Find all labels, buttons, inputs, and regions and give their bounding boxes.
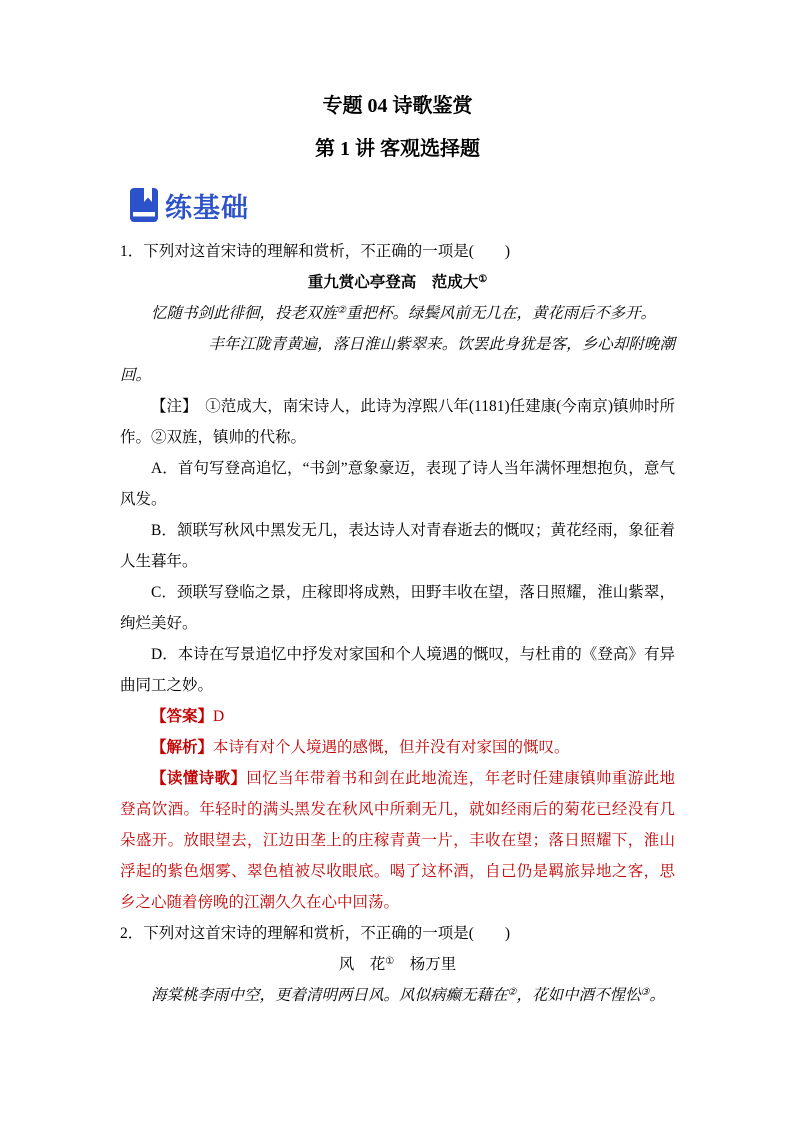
book-icon: [130, 187, 158, 223]
question-1-analysis-line: [120, 732, 675, 763]
poem-1-line-1: 忆随书剑此徘徊，投老双旌②重把杯。绿鬓风前无几在，黄花雨后不多开。: [151, 305, 656, 322]
doc-subtitle: 第 1 讲 客观选择题: [315, 138, 480, 160]
reading-text: 回忆当年带着书和剑在此地流连，年老时任建康镇帅重游此地登高饮酒。年轻时的满头黑发在秋风中所剩无几，就如经雨后的菊花已经没有几朵盛开。放眼望去，江边田垄上的庄稼青黄一片，丰收在望；落日照耀下，淮山浮起的紫色烟雾、翠色植被尽收眼底。喝了这杯酒，自己仍是羁旅异地之客，思乡之心随着傍晚的江潮久久在心中回荡。: [120, 770, 675, 911]
question-1-option-d: D．本诗在写景追忆中抒发对家国和个人境遇的慨叹，与杜甫的《登高》有异曲同工之妙。: [120, 646, 675, 694]
question-2-stem: 2．下列对这首宋诗的理解和赏析，不正确的一项是( ): [120, 925, 511, 942]
poem-1-line-2: 丰年江陇青黄遍，落日淮山紫翠来。饮罢此身犹是客，乡心却附晚潮回。: [120, 336, 675, 384]
question-1-option-a: A．首句写登高追忆，“书剑”意象豪迈，表现了诗人当年满怀理想抱负，意气风发。: [120, 460, 675, 508]
question-1-stem: 1．下列对这首宋诗的理解和赏析，不正确的一项是( ): [120, 243, 511, 260]
reading-label: 【读懂诗歌】: [151, 770, 247, 787]
poem-1-note: 【注】 ①范成大，南宋诗人，此诗为淳熙八年(1181)任建康(今南京)镇帅时所作。②双旌，镇帅的代称。: [120, 398, 675, 446]
section-banner-label: 练基础: [165, 192, 249, 223]
answer-label: 【答案】: [151, 708, 214, 725]
question-1-option-c: C．颈联写登临之景，庄稼即将成熟，田野丰收在望，落日照耀，淮山紫翠，绚烂美好。: [120, 584, 675, 632]
question-1-reading-line: [120, 763, 675, 918]
section-banner: [130, 186, 675, 224]
question-1-option-b: B．颔联写秋风中黑发无几，表达诗人对青春逝去的慨叹；黄花经雨，象征着人生暮年。: [120, 522, 675, 570]
document-body: [120, 236, 675, 1011]
question-1-answer-line: [120, 701, 675, 732]
poem-2-title: 风 花① 杨万里: [338, 956, 457, 973]
poem-1-title: 重九赏心亭登高 范成大①: [307, 274, 488, 291]
analysis-text: 本诗有对个人境遇的感慨，但并没有对家国的慨叹。: [213, 739, 570, 756]
poem-2-line-1: 海棠桃李雨中空，更着清明两日风。风似病癫无藉在②，花如中酒不惺忪③。: [151, 987, 665, 1004]
answer-value: D: [213, 708, 225, 725]
doc-title: 专题 04 诗歌鉴赏: [322, 95, 473, 117]
analysis-label: 【解析】: [151, 739, 214, 756]
